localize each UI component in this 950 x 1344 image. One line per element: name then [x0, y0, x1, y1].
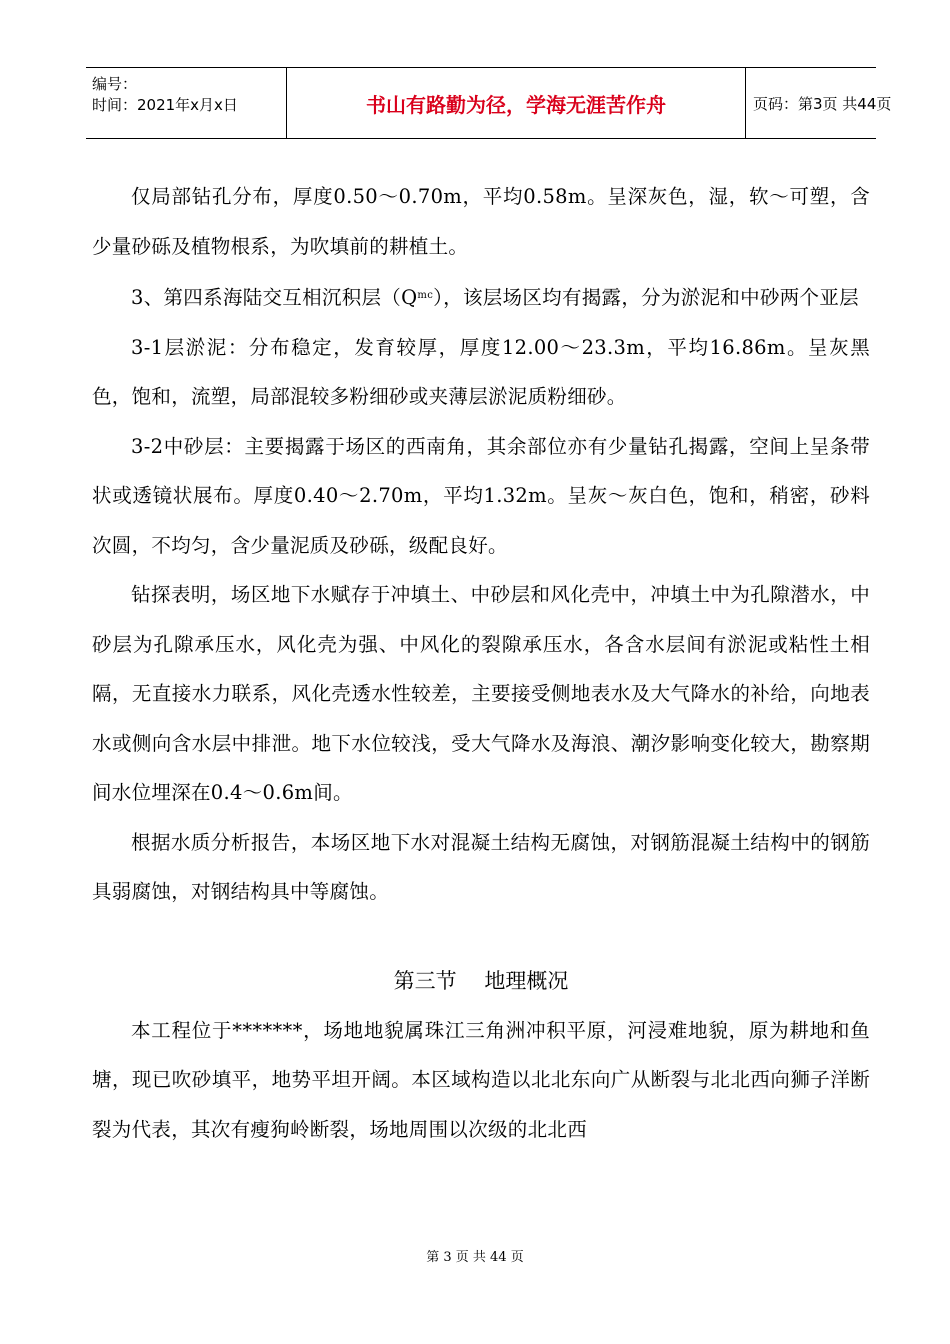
paragraph-silt-layer: 3-1层淤泥：分布稳定，发育较厚，厚度12.00～23.3m，平均16.86m。呈灰黑色，饱和，流塑，局部混较多粉细砂或夹薄层淤泥质粉细砂。: [92, 335, 870, 408]
section-gap: [92, 917, 870, 947]
header-page-cell: [745, 68, 892, 138]
header-motto: 书山有路勤为径，学海无涯苦作舟: [366, 92, 666, 117]
header-meta: [86, 68, 286, 138]
paragraph-marine-layer: [92, 271, 870, 323]
marine-layer-text-end: ），该层场区均有揭露，分为淤泥和中砂两个亚层: [433, 286, 859, 309]
header-motto-cell: [286, 68, 746, 138]
marine-layer-text-start: 3、第四系海陆交互相沉积层（Q: [131, 286, 418, 309]
header-page-number: 页码：第3页 共44页: [753, 94, 892, 113]
paragraph-corrosion: 根据水质分析报告，本场区地下水对混凝土结构无腐蚀，对钢筋混凝土结构中的钢筋具弱腐蚀，对钢结构具中等腐蚀。: [92, 830, 870, 903]
page-footer: 第 3 页 共 44 页: [426, 1250, 524, 1265]
document-number-label: 编号：: [92, 75, 138, 93]
document-date-label: 时间：2021年x月x日: [92, 96, 238, 114]
paragraph-sand-layer: 3-2中砂层：主要揭露于场区的西南角，其余部位亦有少量钻孔揭露，空间上呈条带状或透镜状展布。厚度0.40～2.70m，平均1.32m。呈灰～灰白色，饱和，稍密，砂料次圆，不均匀，含少量泥质及砂砾，级配良好。: [92, 434, 870, 557]
page-header: [86, 67, 892, 139]
paragraph-geography: 本工程位于*******，场地地貌属珠江三角洲冲积平原，河浸难地貌，原为耕地和鱼塘，现已吹砂填平，地势平坦开阔。本区域构造以北北东向广从断裂与北北西向狮子洋断裂为代表，其次有瘦狗岭断裂，场地周围以次级的北北西: [92, 1018, 870, 1141]
paragraph-groundwater: 钻探表明，场区地下水赋存于冲填土、中砂层和风化壳中，冲填土中为孔隙潜水，中砂层为孔隙承压水，风化壳为强、中风化的裂隙承压水，各含水层间有淤泥或粘性土相隔，无直接水力联系，风化壳透水性较差，主要接受侧地表水及大气降水的补给，向地表水或侧向含水层中排泄。地下水位较浅，受大气降水及海浪、潮汐影响变化较大，勘察期间水位埋深在0.4～0.6m间。: [92, 583, 870, 804]
marine-layer-superscript: mc: [417, 290, 434, 301]
paragraph-topsoil: 仅局部钻孔分布，厚度0.50～0.70m，平均0.58m。呈深灰色，湿，软～可塑，含少量砂砾及植物根系，为吹填前的耕植土。: [92, 185, 870, 258]
section-heading: 第三节 地理概况: [393, 968, 569, 993]
document-body: [92, 172, 870, 1154]
